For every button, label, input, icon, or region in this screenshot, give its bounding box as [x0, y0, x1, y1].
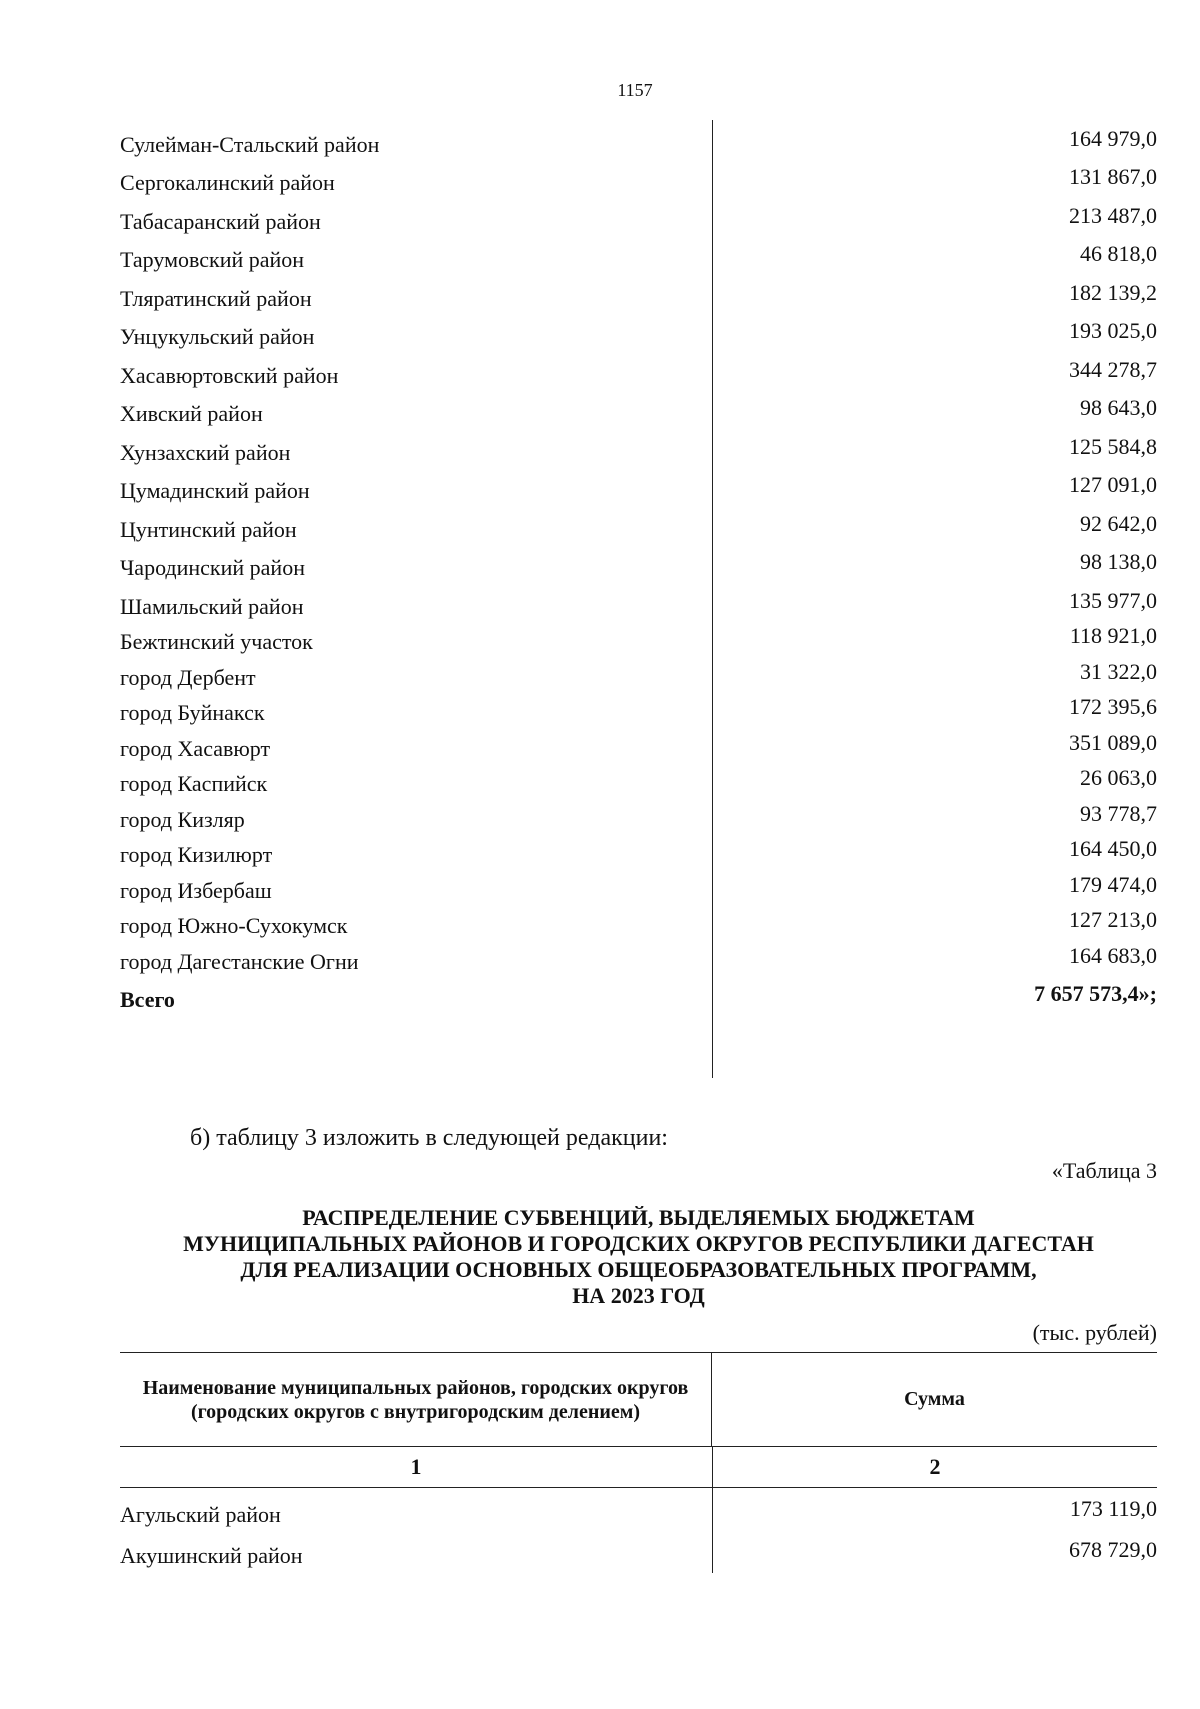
row-name: город Кизилюрт [120, 842, 273, 867]
row-name: Чародинский район [120, 555, 305, 580]
row-value: 179 474,0 [1069, 871, 1157, 897]
heading-line: РАСПРЕДЕЛЕНИЕ СУБВЕНЦИЙ, ВЫДЕЛЯЕМЫХ БЮДЖЕТАМ [302, 1205, 975, 1230]
row-name: Цумадинский район [120, 478, 310, 503]
column-number-2: 2 [929, 1454, 941, 1479]
table-row [120, 313, 1157, 352]
table-row [120, 159, 1157, 198]
row-name: город Буйнакск [120, 700, 265, 725]
row-value: 173 119,0 [1069, 1496, 1157, 1521]
table-row [120, 798, 1157, 834]
table-row [120, 905, 1157, 941]
row-value: 118 921,0 [1069, 623, 1157, 648]
row-value: 213 487,0 [1069, 202, 1157, 228]
row-value: 164 683,0 [1069, 942, 1157, 968]
row-name: Хасавюртовский район [120, 362, 339, 388]
table-header-row [120, 1352, 1157, 1447]
row-value: 131 867,0 [1069, 164, 1157, 189]
row-value: 98 138,0 [1080, 549, 1157, 574]
table-row [120, 544, 1157, 583]
row-value: 93 778,7 [1080, 800, 1157, 826]
row-value: 344 278,7 [1069, 356, 1157, 382]
row-value: 164 979,0 [1069, 125, 1157, 151]
row-value: 172 395,6 [1069, 694, 1157, 719]
table-row [120, 1529, 1157, 1570]
row-name: город Хасавюрт [120, 735, 271, 761]
total-label: Всего [120, 986, 175, 1012]
table-row [120, 582, 1157, 621]
table-row [120, 120, 1157, 159]
subsidy-table-3 [120, 1352, 1157, 1570]
row-value: 125 584,8 [1069, 433, 1157, 459]
row-value: 92 642,0 [1080, 510, 1157, 536]
table-row [120, 428, 1157, 467]
row-value: 182 139,2 [1069, 279, 1157, 305]
subsidy-table-continued [120, 120, 1157, 1014]
heading-line: ДЛЯ РЕАЛИЗАЦИИ ОСНОВНЫХ ОБЩЕОБРАЗОВАТЕЛЬНЫХ ПРОГРАММ, [240, 1257, 1037, 1282]
table-row [120, 727, 1157, 763]
heading-line: НА 2023 ГОД [572, 1283, 705, 1308]
column-number-1: 1 [120, 1447, 713, 1487]
row-name: Акушинский район [120, 1543, 303, 1568]
row-value: 351 089,0 [1069, 729, 1157, 755]
row-name: город Южно-Сухокумск [120, 913, 348, 938]
table-row [120, 1488, 1157, 1529]
row-value: 164 450,0 [1069, 836, 1157, 861]
row-name: Сулейман-Стальский район [120, 131, 380, 157]
heading-line: МУНИЦИПАЛЬНЫХ РАЙОНОВ И ГОРОДСКИХ ОКРУГОВ РЕСПУБЛИКИ ДАГЕСТАН [183, 1231, 1094, 1256]
row-value: 98 643,0 [1080, 395, 1157, 420]
table-row [120, 467, 1157, 506]
units-label: (тыс. рублей) [1032, 1320, 1157, 1345]
row-name: Шамильский район [120, 593, 304, 619]
table-row [120, 656, 1157, 692]
column-header-sum: Сумма [904, 1388, 965, 1410]
table-row [120, 834, 1157, 870]
row-name: Хивский район [120, 401, 263, 426]
row-name: город Дербент [120, 664, 256, 690]
instruction-text: б) таблицу 3 изложить в следующей редакции: [190, 1125, 668, 1151]
table-row [120, 505, 1157, 544]
row-value: 135 977,0 [1069, 587, 1157, 613]
table-body [120, 1488, 1157, 1570]
column-header-name: Наименование муниципальных районов, городских округов (городских округов с внутригородским делением) [120, 1353, 712, 1446]
table-row [120, 351, 1157, 390]
row-value: 193 025,0 [1069, 318, 1157, 343]
row-name: Унцукульский район [120, 324, 315, 349]
row-name: Тарумовский район [120, 247, 305, 272]
row-value: 127 091,0 [1069, 472, 1157, 497]
page-number: 1157 [617, 80, 653, 100]
table-row [120, 621, 1157, 657]
row-name: Бежтинский участок [120, 629, 313, 654]
table-row [120, 692, 1157, 728]
row-name: город Каспийск [120, 771, 268, 796]
total-value: 7 657 573,4»; [1034, 980, 1157, 1006]
table-total-row [120, 976, 1157, 1014]
row-name: Табасаранский район [120, 208, 321, 234]
table-row [120, 236, 1157, 275]
table-row [120, 940, 1157, 976]
table-heading [120, 1205, 1157, 1309]
table-row [120, 869, 1157, 905]
table-row [120, 274, 1157, 313]
row-name: Тляратинский район [120, 285, 312, 311]
table-row [120, 763, 1157, 799]
row-name: город Дагестанские Огни [120, 948, 359, 974]
row-value: 26 063,0 [1080, 765, 1157, 790]
table-label: «Таблица 3 [1051, 1158, 1157, 1183]
row-name: Агульский район [120, 1502, 281, 1527]
table-row [120, 197, 1157, 236]
row-value: 31 322,0 [1080, 658, 1157, 684]
row-value: 127 213,0 [1069, 907, 1157, 932]
row-value: 46 818,0 [1080, 241, 1157, 266]
table-row [120, 390, 1157, 429]
row-name: Сергокалинский район [120, 170, 335, 195]
row-value: 678 729,0 [1069, 1537, 1157, 1562]
row-name: Хунзахский район [120, 439, 291, 465]
column-number-row [120, 1447, 1157, 1488]
row-name: город Кизляр [120, 806, 245, 832]
row-name: Цунтинский район [120, 516, 297, 542]
row-name: город Избербаш [120, 877, 272, 903]
